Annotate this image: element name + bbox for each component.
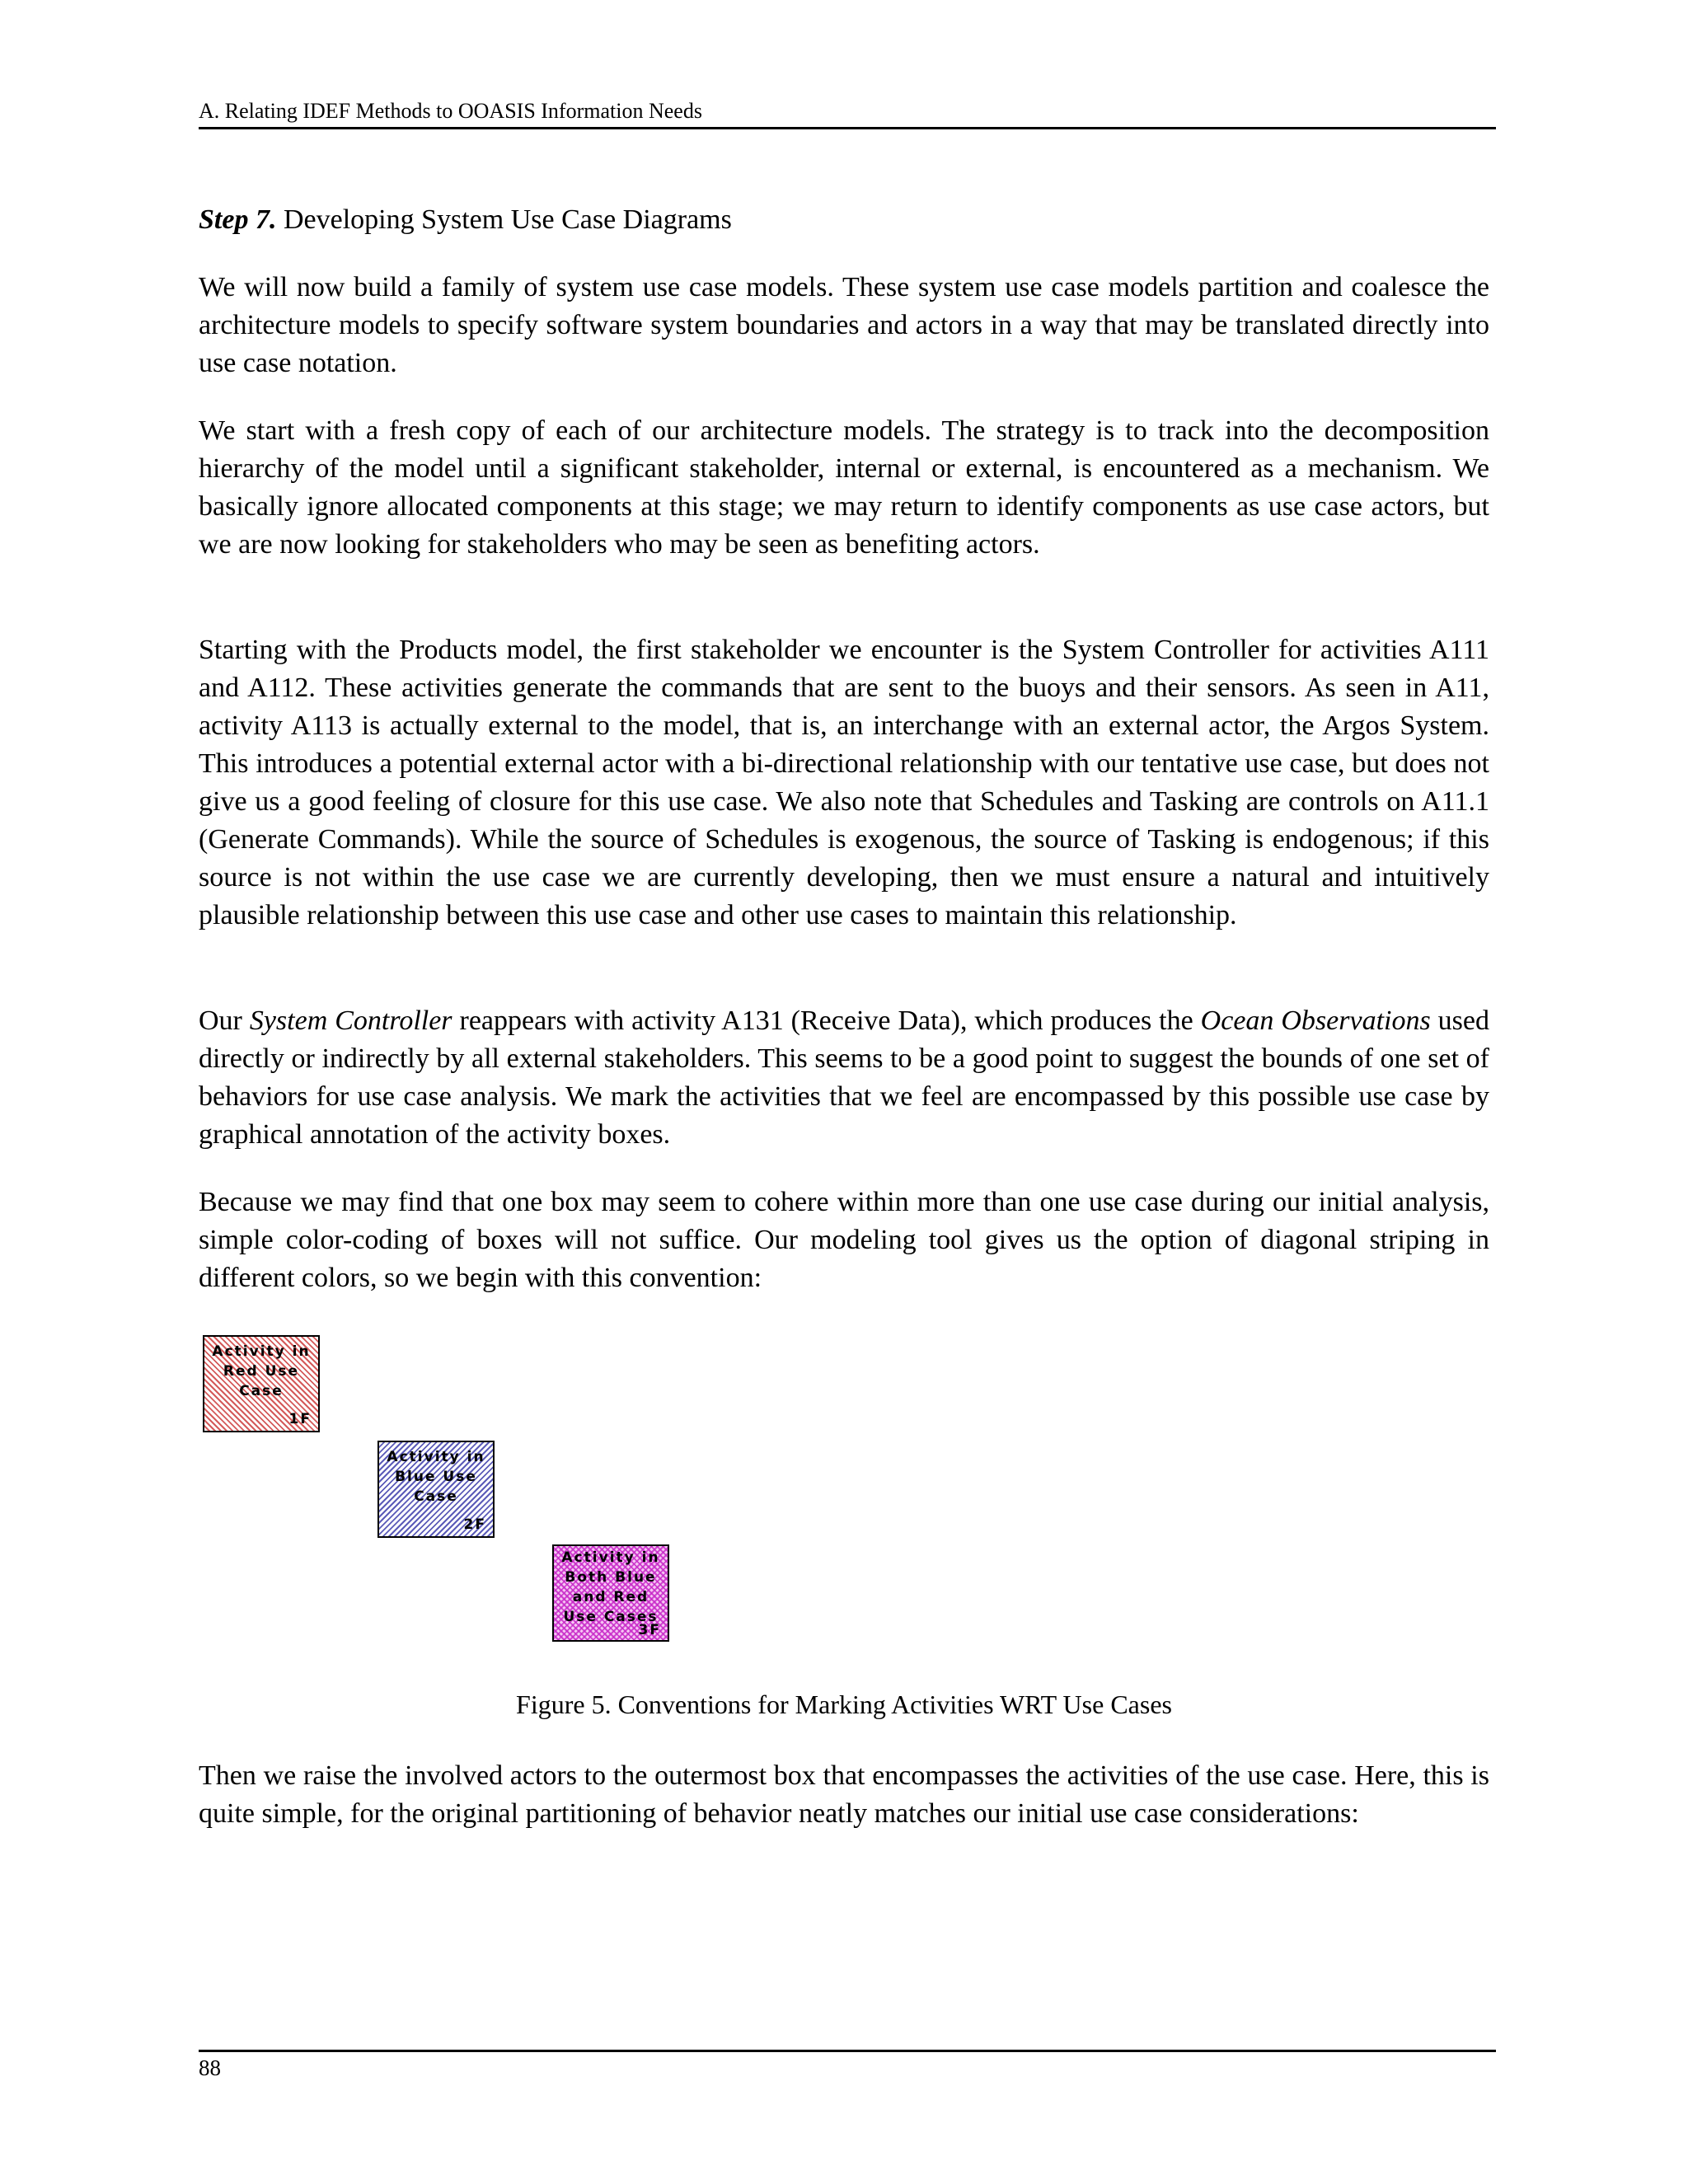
box-label-line: and Red: [572, 1589, 649, 1605]
box-label-line: Use Cases: [563, 1609, 659, 1625]
paragraph-1: We will now build a family of system use case models. These system use case models partition and coalesce the architecture models to specify software system boundaries and actors in a way that may be translated directly into use case notation.: [199, 272, 1489, 378]
box-label-line: Activity in: [387, 1449, 485, 1465]
box-label-line: Activity in: [561, 1549, 660, 1566]
paragraph-4-text-b: reappears with activity A131 (Receive Data), which produces the: [452, 1005, 1201, 1036]
box-label-line: Case: [414, 1488, 458, 1505]
blue-use-case-activity-box: [377, 1441, 495, 1538]
paragraph-4-text-a: Our: [199, 1005, 250, 1036]
box-label-line: Blue Use: [395, 1469, 477, 1485]
paragraph-5: Because we may find that one box may seem to cohere within more than one use case during our initial analysis, simple color-coding of boxes will not suffice. Our modeling tool gives us the option of diagonal striping in different colors, so we begin with this convention:: [199, 1187, 1489, 1293]
box-label-line: Activity in: [212, 1343, 311, 1360]
figure-caption: Figure 5. Conventions for Marking Activities WRT Use Cases: [516, 1690, 1172, 1719]
paragraph-4-text-c: used directly or indirectly by all external stakeholders. This seems to be a good point to suggest the bounds of one set of behaviors for use case analysis. We mark the activities that we feel are encompassed by this possible use case by graphical annotation of the activity boxes.: [199, 1005, 1489, 1150]
box-number: 2F: [463, 1516, 486, 1533]
paragraph-2: We start with a fresh copy of each of our architecture models. The strategy is to track into the decomposition hierarchy of the model until a significant stakeholder, internal or external, is encountered as a mechanism. We basically ignore allocated components at this stage; we may return to identify components as use case actors, but we are now looking for stakeholders who may be seen as benefiting actors.: [199, 415, 1489, 560]
emphasis-system-controller: System Controller: [249, 1005, 452, 1036]
box-number: 3F: [638, 1622, 661, 1638]
box-label-line: Case: [239, 1383, 284, 1399]
section-heading: [199, 201, 1489, 239]
paragraph-3: Starting with the Products model, the first stakeholder we encounter is the System Controller for activities A111 and A112. These activities generate the commands that are sent to the buoys and their sensors. As seen in A11, activity A113 is actually external to the model, that is, an interchange with an external actor, the Argos System. This introduces a potential external actor with a bi-directional relationship with our tentative use case, but does not give us a good feeling of closure for this use case. We also note that Schedules and Tasking are controls on A11.1 (Generate Commands). While the source of Schedules is exogenous, the source of Tasking is endogenous; if this source is not within the use case we are currently developing, then we must ensure a natural and intuitively plausible relationship between this use case and other use cases to maintain this relationship.: [199, 635, 1489, 930]
page-number: 88: [199, 2055, 221, 2080]
box-label-line: Red Use: [223, 1363, 300, 1380]
emphasis-ocean-observations: Ocean Observations: [1200, 1005, 1431, 1036]
red-use-case-activity-box: [203, 1335, 320, 1432]
box-number: 1F: [288, 1411, 312, 1427]
footer-rule: [199, 2050, 1496, 2052]
paragraph-4: [199, 1002, 1489, 1154]
running-header: A. Relating IDEF Methods to OOASIS Information Needs: [199, 99, 702, 123]
paragraph-6: Then we raise the involved actors to the outermost box that encompasses the activities of the use case. Here, this is quite simple, for the original partitioning of behavior neatly matches our initial use case considerations:: [199, 1760, 1489, 1829]
header-rule: [199, 127, 1496, 129]
both-use-cases-activity-box: [552, 1544, 669, 1642]
step-label: Step 7.: [199, 204, 277, 235]
box-label-line: Both Blue: [565, 1569, 657, 1586]
step-title: Developing System Use Case Diagrams: [276, 204, 732, 235]
